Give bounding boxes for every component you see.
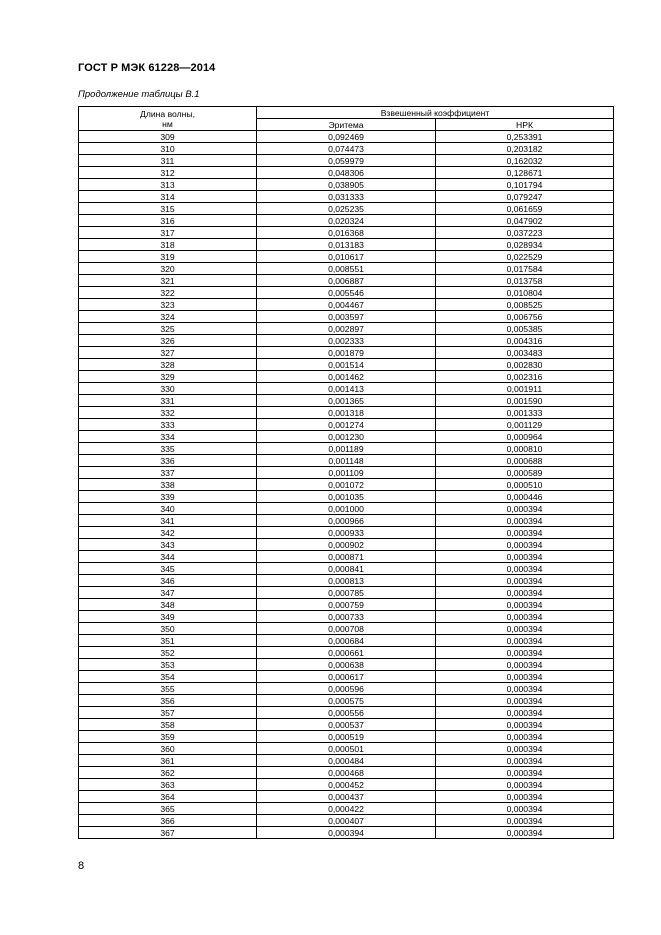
erythema-cell: 0,000501 [257,743,436,755]
erythema-cell: 0,000422 [257,803,436,815]
erythema-cell: 0,000708 [257,623,436,635]
erythema-cell: 0,001230 [257,431,436,443]
table-row [79,179,614,191]
table-row [79,623,614,635]
wavelength-cell: 336 [79,455,257,467]
erythema-cell: 0,048306 [257,167,436,179]
erythema-cell: 0,000437 [257,791,436,803]
nrk-cell: 0,000394 [436,707,614,719]
table-row [79,803,614,815]
nrk-cell: 0,000394 [436,791,614,803]
wavelength-cell: 341 [79,515,257,527]
weighting-group-header: Взвешенный коэффициент [257,107,614,119]
nrk-cell: 0,000394 [436,779,614,791]
wavelength-cell: 344 [79,551,257,563]
wavelength-header-line2: нм [162,118,173,129]
nrk-cell: 0,037223 [436,227,614,239]
nrk-cell: 0,000446 [436,491,614,503]
wavelength-cell: 311 [79,155,257,167]
table-row [79,683,614,695]
nrk-cell: 0,000688 [436,455,614,467]
table-row [79,155,614,167]
nrk-cell: 0,001129 [436,419,614,431]
table-row [79,539,614,551]
nrk-column-header: НРК [436,119,614,131]
erythema-cell: 0,001000 [257,503,436,515]
wavelength-cell: 339 [79,491,257,503]
document-header: ГОСТ Р МЭК 61228—2014 [78,62,216,74]
table-row [79,215,614,227]
erythema-cell: 0,000407 [257,815,436,827]
table-row [79,515,614,527]
nrk-cell: 0,128671 [436,167,614,179]
erythema-cell: 0,000684 [257,635,436,647]
erythema-cell: 0,020324 [257,215,436,227]
table-row [79,575,614,587]
table-row [79,767,614,779]
wavelength-header-line1: Длина волны, [140,108,195,119]
erythema-cell: 0,000841 [257,563,436,575]
erythema-cell: 0,074473 [257,143,436,155]
wavelength-cell: 317 [79,227,257,239]
erythema-cell: 0,001109 [257,467,436,479]
wavelength-cell: 329 [79,371,257,383]
erythema-cell: 0,092469 [257,131,436,143]
erythema-cell: 0,004467 [257,299,436,311]
nrk-cell: 0,000394 [436,815,614,827]
wavelength-cell: 366 [79,815,257,827]
erythema-cell: 0,001318 [257,407,436,419]
erythema-cell: 0,000468 [257,767,436,779]
nrk-cell: 0,203182 [436,143,614,155]
table-row [79,275,614,287]
nrk-cell: 0,000394 [436,599,614,611]
nrk-cell: 0,003483 [436,347,614,359]
wavelength-cell: 335 [79,443,257,455]
nrk-cell: 0,000394 [436,563,614,575]
nrk-cell: 0,000394 [436,587,614,599]
wavelength-cell: 343 [79,539,257,551]
table-row [79,599,614,611]
nrk-cell: 0,000394 [436,539,614,551]
nrk-cell: 0,000394 [436,575,614,587]
nrk-cell: 0,000394 [436,731,614,743]
wavelength-cell: 316 [79,215,257,227]
table-row [79,191,614,203]
table-row [79,263,614,275]
erythema-cell: 0,000785 [257,587,436,599]
nrk-cell: 0,000394 [436,827,614,839]
nrk-cell: 0,079247 [436,191,614,203]
erythema-cell: 0,001365 [257,395,436,407]
wavelength-cell: 352 [79,647,257,659]
erythema-cell: 0,001879 [257,347,436,359]
erythema-cell: 0,000519 [257,731,436,743]
erythema-cell: 0,010617 [257,251,436,263]
nrk-cell: 0,004316 [436,335,614,347]
wavelength-cell: 357 [79,707,257,719]
table-row [79,731,614,743]
table-row [79,167,614,179]
table-row [79,131,614,143]
wavelength-cell: 359 [79,731,257,743]
table-row [79,491,614,503]
table-row [79,335,614,347]
wavelength-cell: 331 [79,395,257,407]
nrk-cell: 0,000394 [436,647,614,659]
nrk-cell: 0,028934 [436,239,614,251]
erythema-cell: 0,000933 [257,527,436,539]
weighting-table [78,106,614,839]
erythema-cell: 0,000537 [257,719,436,731]
wavelength-cell: 355 [79,683,257,695]
wavelength-cell: 322 [79,287,257,299]
table-row [79,203,614,215]
nrk-cell: 0,006756 [436,311,614,323]
table-row [79,719,614,731]
table-row [79,791,614,803]
table-row [79,287,614,299]
table-row [79,755,614,767]
erythema-column-header: Эритема [257,119,436,131]
wavelength-cell: 333 [79,419,257,431]
wavelength-cell: 367 [79,827,257,839]
wavelength-cell: 347 [79,587,257,599]
nrk-cell: 0,002830 [436,359,614,371]
wavelength-cell: 345 [79,563,257,575]
erythema-cell: 0,025235 [257,203,436,215]
erythema-cell: 0,000484 [257,755,436,767]
erythema-cell: 0,001514 [257,359,436,371]
wavelength-cell: 346 [79,575,257,587]
nrk-cell: 0,008525 [436,299,614,311]
wavelength-cell: 365 [79,803,257,815]
wavelength-cell: 342 [79,527,257,539]
nrk-cell: 0,000394 [436,515,614,527]
table-row [79,503,614,515]
wavelength-cell: 313 [79,179,257,191]
table-row [79,431,614,443]
nrk-cell: 0,000964 [436,431,614,443]
wavelength-cell: 326 [79,335,257,347]
table-row [79,299,614,311]
erythema-cell: 0,000596 [257,683,436,695]
wavelength-cell: 351 [79,635,257,647]
erythema-cell: 0,001035 [257,491,436,503]
table-row [79,371,614,383]
table-row [79,815,614,827]
erythema-cell: 0,016368 [257,227,436,239]
erythema-cell: 0,002333 [257,335,436,347]
wavelength-cell: 361 [79,755,257,767]
nrk-cell: 0,000394 [436,527,614,539]
nrk-cell: 0,000394 [436,743,614,755]
table-row [79,407,614,419]
table-row [79,479,614,491]
nrk-cell: 0,000394 [436,719,614,731]
wavelength-cell: 337 [79,467,257,479]
erythema-cell: 0,000556 [257,707,436,719]
erythema-cell: 0,005546 [257,287,436,299]
wavelength-cell: 334 [79,431,257,443]
wavelength-cell: 315 [79,203,257,215]
table-row [79,359,614,371]
wavelength-cell: 320 [79,263,257,275]
erythema-cell: 0,008551 [257,263,436,275]
table-row [79,695,614,707]
wavelength-cell: 358 [79,719,257,731]
nrk-cell: 0,010804 [436,287,614,299]
wavelength-cell: 314 [79,191,257,203]
erythema-cell: 0,001148 [257,455,436,467]
nrk-cell: 0,017584 [436,263,614,275]
wavelength-cell: 362 [79,767,257,779]
erythema-cell: 0,000661 [257,647,436,659]
nrk-cell: 0,000394 [436,671,614,683]
erythema-cell: 0,000813 [257,575,436,587]
nrk-cell: 0,162032 [436,155,614,167]
wavelength-cell: 349 [79,611,257,623]
nrk-cell: 0,000394 [436,635,614,647]
erythema-cell: 0,006887 [257,275,436,287]
table-row [79,455,614,467]
table-row [79,323,614,335]
erythema-cell: 0,001072 [257,479,436,491]
erythema-cell: 0,000575 [257,695,436,707]
erythema-cell: 0,001462 [257,371,436,383]
table-row [79,779,614,791]
wavelength-cell: 364 [79,791,257,803]
wavelength-cell: 330 [79,383,257,395]
page-number: 8 [78,860,85,872]
table-row [79,347,614,359]
table-row [79,743,614,755]
table-row [79,551,614,563]
nrk-cell: 0,002316 [436,371,614,383]
table-row [79,251,614,263]
wavelength-cell: 340 [79,503,257,515]
table-row [79,587,614,599]
nrk-cell: 0,000394 [436,695,614,707]
wavelength-cell: 328 [79,359,257,371]
erythema-cell: 0,000966 [257,515,436,527]
erythema-cell: 0,001413 [257,383,436,395]
table-row [79,635,614,647]
wavelength-cell: 348 [79,599,257,611]
wavelength-cell: 323 [79,299,257,311]
wavelength-cell: 338 [79,479,257,491]
table-row [79,227,614,239]
wavelength-cell: 319 [79,251,257,263]
wavelength-cell: 309 [79,131,257,143]
nrk-cell: 0,001333 [436,407,614,419]
erythema-cell: 0,000759 [257,599,436,611]
erythema-cell: 0,000733 [257,611,436,623]
erythema-cell: 0,031333 [257,191,436,203]
wavelength-cell: 325 [79,323,257,335]
nrk-cell: 0,000394 [436,683,614,695]
wavelength-cell: 354 [79,671,257,683]
nrk-cell: 0,047902 [436,215,614,227]
nrk-cell: 0,000394 [436,611,614,623]
table-body [79,131,614,839]
nrk-cell: 0,000394 [436,551,614,563]
erythema-cell: 0,000394 [257,827,436,839]
nrk-cell: 0,000394 [436,623,614,635]
erythema-cell: 0,059979 [257,155,436,167]
nrk-cell: 0,000810 [436,443,614,455]
nrk-cell: 0,000394 [436,503,614,515]
table-row [79,239,614,251]
nrk-cell: 0,022529 [436,251,614,263]
wavelength-column-header [79,107,257,131]
table-row [79,395,614,407]
nrk-cell: 0,101794 [436,179,614,191]
erythema-cell: 0,013183 [257,239,436,251]
nrk-cell: 0,000510 [436,479,614,491]
nrk-cell: 0,000394 [436,755,614,767]
erythema-cell: 0,003597 [257,311,436,323]
nrk-cell: 0,000394 [436,659,614,671]
table-row [79,647,614,659]
erythema-cell: 0,001189 [257,443,436,455]
nrk-cell: 0,001590 [436,395,614,407]
nrk-cell: 0,000589 [436,467,614,479]
nrk-cell: 0,001911 [436,383,614,395]
erythema-cell: 0,038905 [257,179,436,191]
table-row [79,707,614,719]
wavelength-cell: 332 [79,407,257,419]
erythema-cell: 0,002897 [257,323,436,335]
erythema-cell: 0,000638 [257,659,436,671]
nrk-cell: 0,061659 [436,203,614,215]
erythema-cell: 0,000902 [257,539,436,551]
wavelength-cell: 356 [79,695,257,707]
nrk-cell: 0,005385 [436,323,614,335]
erythema-cell: 0,001274 [257,419,436,431]
table-row [79,827,614,839]
table-row [79,659,614,671]
wavelength-cell: 353 [79,659,257,671]
wavelength-cell: 350 [79,623,257,635]
table-row [79,311,614,323]
wavelength-cell: 327 [79,347,257,359]
table-row [79,527,614,539]
erythema-cell: 0,000871 [257,551,436,563]
table-row [79,611,614,623]
wavelength-cell: 312 [79,167,257,179]
table-row [79,563,614,575]
table-row [79,419,614,431]
nrk-cell: 0,000394 [436,803,614,815]
table-caption: Продолжение таблицы В.1 [78,89,200,100]
table-row [79,671,614,683]
nrk-cell: 0,000394 [436,767,614,779]
table-row [79,383,614,395]
wavelength-cell: 363 [79,779,257,791]
wavelength-cell: 360 [79,743,257,755]
table-row [79,467,614,479]
wavelength-cell: 310 [79,143,257,155]
wavelength-cell: 318 [79,239,257,251]
erythema-cell: 0,000617 [257,671,436,683]
wavelength-cell: 324 [79,311,257,323]
table-row [79,443,614,455]
nrk-cell: 0,013758 [436,275,614,287]
table-row [79,143,614,155]
wavelength-cell: 321 [79,275,257,287]
erythema-cell: 0,000452 [257,779,436,791]
nrk-cell: 0,253391 [436,131,614,143]
